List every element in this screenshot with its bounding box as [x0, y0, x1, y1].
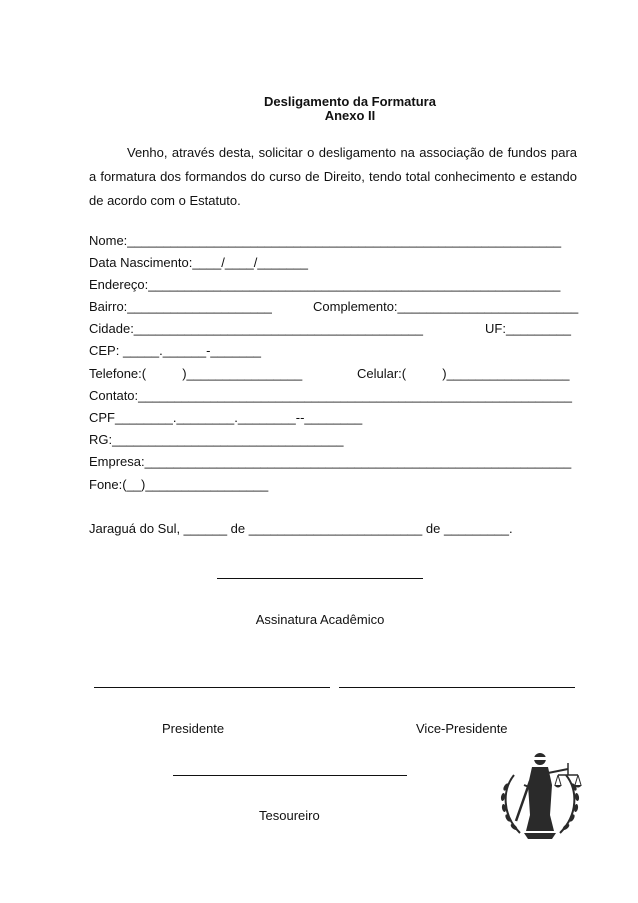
cidade-label: Cidade:________________________________________ [89, 321, 424, 336]
signature-line-vice-presidente[interactable] [339, 687, 575, 688]
field-contato[interactable] [89, 388, 577, 406]
field-empresa[interactable] [89, 454, 577, 472]
field-nascimento[interactable] [89, 255, 577, 273]
nome-label: Nome:____________________________________________________________ [89, 233, 562, 248]
intro-text: Venho, através desta, solicitar o desligamento na associação de fundos para a formatura dos formandos do curso de Direito, tendo total conhecimento e estando de acordo com o Estatuto. [89, 145, 577, 208]
intro-paragraph [89, 141, 577, 213]
telefone-label: Telefone:( )________________ [89, 366, 303, 381]
document-title: Desligamento da Formatura [264, 94, 436, 109]
field-rg[interactable] [89, 432, 577, 450]
field-endereco[interactable] [89, 277, 577, 295]
signature-line-tesoureiro[interactable] [173, 775, 407, 776]
cpf-label: CPF________.________.________--________ [89, 410, 363, 425]
complemento-label: Complemento:_________________________ [313, 299, 579, 314]
signature-line-academico[interactable] [217, 578, 423, 579]
uf-label: UF:_________ [485, 321, 572, 336]
signature-label-tesoureiro: Tesoureiro [259, 808, 320, 823]
field-bairro-complemento[interactable] [89, 299, 577, 317]
cep-label: CEP: _____.______-_______ [89, 343, 262, 358]
signature-label-presidente: Presidente [162, 721, 225, 736]
rg-label: RG:________________________________ [89, 432, 344, 447]
signature-label-vice-presidente: Vice-Presidente [416, 721, 508, 736]
date-line[interactable]: Jaraguá do Sul, ______ de ________________________ de _________. [89, 521, 513, 536]
signature-label-academico: Assinatura Acadêmico [255, 612, 385, 627]
celular-label: Celular:( )_________________ [357, 366, 570, 381]
field-cidade-uf[interactable] [89, 321, 577, 339]
empresa-label: Empresa:___________________________________________________________ [89, 454, 572, 469]
document-subtitle: Anexo II [324, 108, 376, 123]
justice-scales-laurel-icon [494, 745, 586, 845]
nascimento-label: Data Nascimento:____/____/_______ [89, 255, 308, 270]
field-nome[interactable] [89, 233, 577, 251]
field-telefone-celular[interactable] [89, 366, 577, 384]
signature-line-presidente[interactable] [94, 687, 330, 688]
bairro-label: Bairro:____________________ [89, 299, 272, 314]
field-fone[interactable] [89, 477, 577, 495]
contato-label: Contato:____________________________________________________________ [89, 388, 572, 403]
field-cpf[interactable] [89, 410, 577, 428]
field-cep[interactable] [89, 343, 577, 361]
fone-label: Fone:(__)_________________ [89, 477, 269, 492]
endereco-label: Endereço:_________________________________________________________ [89, 277, 561, 292]
